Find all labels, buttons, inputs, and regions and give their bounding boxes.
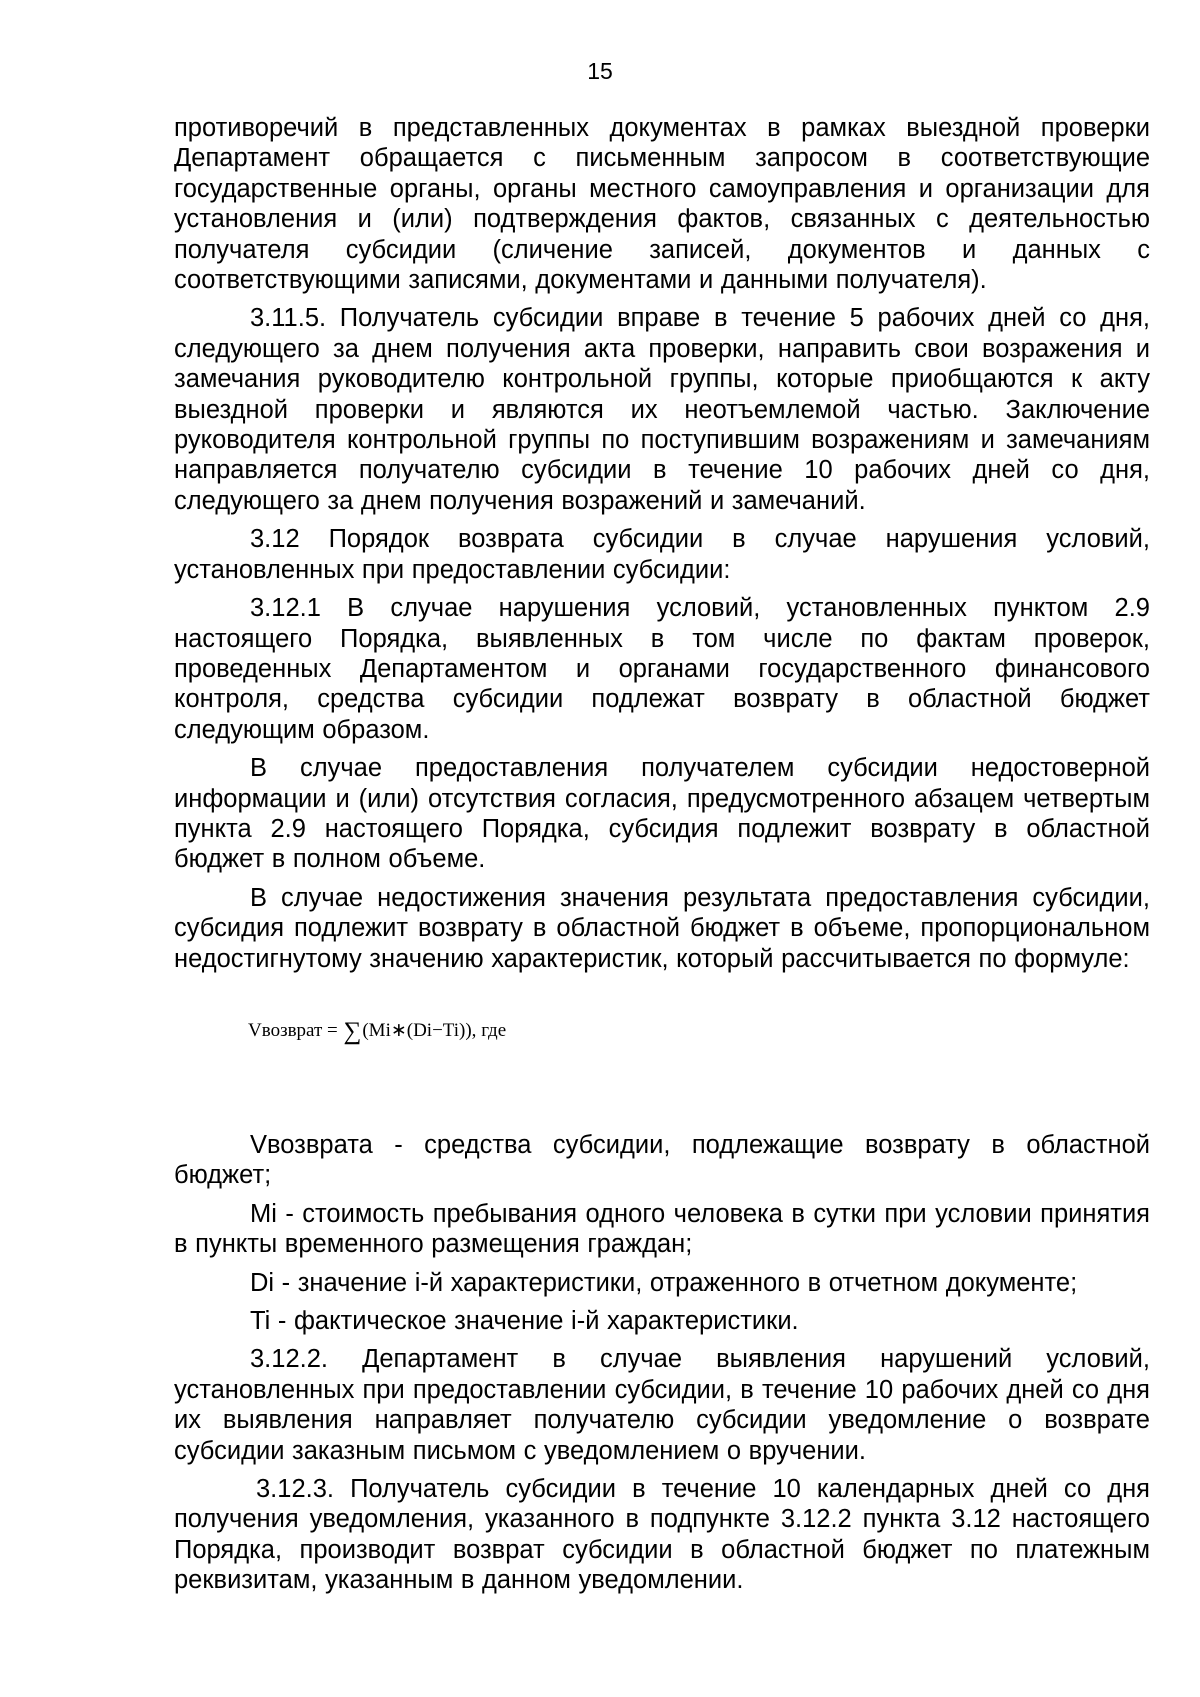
formula-equals: =: [327, 1019, 338, 1041]
definition-v-return: Vвозврата - средства субсидии, подлежащие возврату в областной бюджет;: [174, 1130, 1150, 1190]
sigma-symbol: ∑: [343, 1017, 362, 1045]
paragraph-3-12-1: 3.12.1 В случае нарушения условий, установленных пунктом 2.9 настоящего Порядка, выявленных в том числе по фактам проверок, проведенных Департаментом и органами государственного финансового контроля, средства субсидии подлежат возврату в областной бюджет следующим образом.: [174, 594, 1150, 744]
paragraph-3-12-3: 3.12.3. Получатель субсидии в течение 10 календарных дней со дня получения уведомления, указанного в подпункте 3.12.2 пункта 3.12 настоящего Порядка, производит возврат субсидии в областной бюджет по платежным реквизитам, указанным в данном уведомлении.: [174, 1475, 1150, 1595]
paragraph-3-12-2: 3.12.2. Департамент в случае выявления нарушений условий, установленных при предоставлении субсидии, в течение 10 рабочих дней со дня их выявления направляет получателю субсидии уведомление о возврате субсидии заказным письмом с уведомлением о вручении.: [174, 1345, 1150, 1465]
formula-suffix: где: [481, 1019, 507, 1041]
paragraph-3-11-5: 3.11.5. Получатель субсидии вправе в течение 5 рабочих дней со дня, следующего за днем получения акта проверки, направить свои возражения и замечания руководителю контрольной группы, которые приобщаются к акту выездной проверки и являются их неотъемлемой частью. Заключение руководителя контрольной группы по поступившим возражениям и замечаниям направляется получателю субсидии в течение 10 рабочих дней со дня, следующего за днем получения возражений и замечаний.: [174, 304, 1150, 515]
definition-di: Di - значение i-й характеристики, отраженного в отчетном документе;: [250, 1268, 1078, 1297]
definition-ti: Ti - фактическое значение i-й характеристики.: [250, 1307, 799, 1335]
definition-mi: Mi - стоимость пребывания одного человека в сутки при условии принятия в пункты временного размещения граждан;: [174, 1199, 1150, 1259]
page-number: 15: [587, 58, 613, 84]
paragraph-formula-intro: В случае недостижения значения результата предоставления субсидии, субсидия подлежит возврату в областной бюджет в объеме, пропорциональном недостигнутому значению характеристик, который рассчитывается по формуле:: [174, 883, 1150, 973]
paragraph-unreliable-info: В случае предоставления получателем субсидии недостоверной информации и (или) отсутствия согласия, предусмотренного абзацем четвертым пункта 2.9 настоящего Порядка, субсидия подлежит возврату в областной бюджет в полном объеме.: [174, 754, 1150, 874]
paragraph-continuation: противоречий в представленных документах в рамках выездной проверки Департамент обращается с письменным запросом в соответствующие государственные органы, органы местного самоуправления и организации для установления и (или) подтверждения фактов, связанных с деятельностью получателя субсидии (сличение записей, документов и данных с соответствующими записями, документами и данными получателя).: [174, 114, 1150, 295]
document-body: [174, 113, 1150, 1604]
formula-block: [174, 982, 1150, 1130]
formula-rhs: (Mi∗(Di−Ti)),: [362, 1019, 477, 1041]
formula-lhs: Vвозврат: [248, 1019, 323, 1041]
refund-formula: [248, 1018, 506, 1045]
paragraph-3-12: 3.12 Порядок возврата субсидии в случае нарушения условий, установленных при предоставлении субсидии:: [174, 525, 1150, 584]
